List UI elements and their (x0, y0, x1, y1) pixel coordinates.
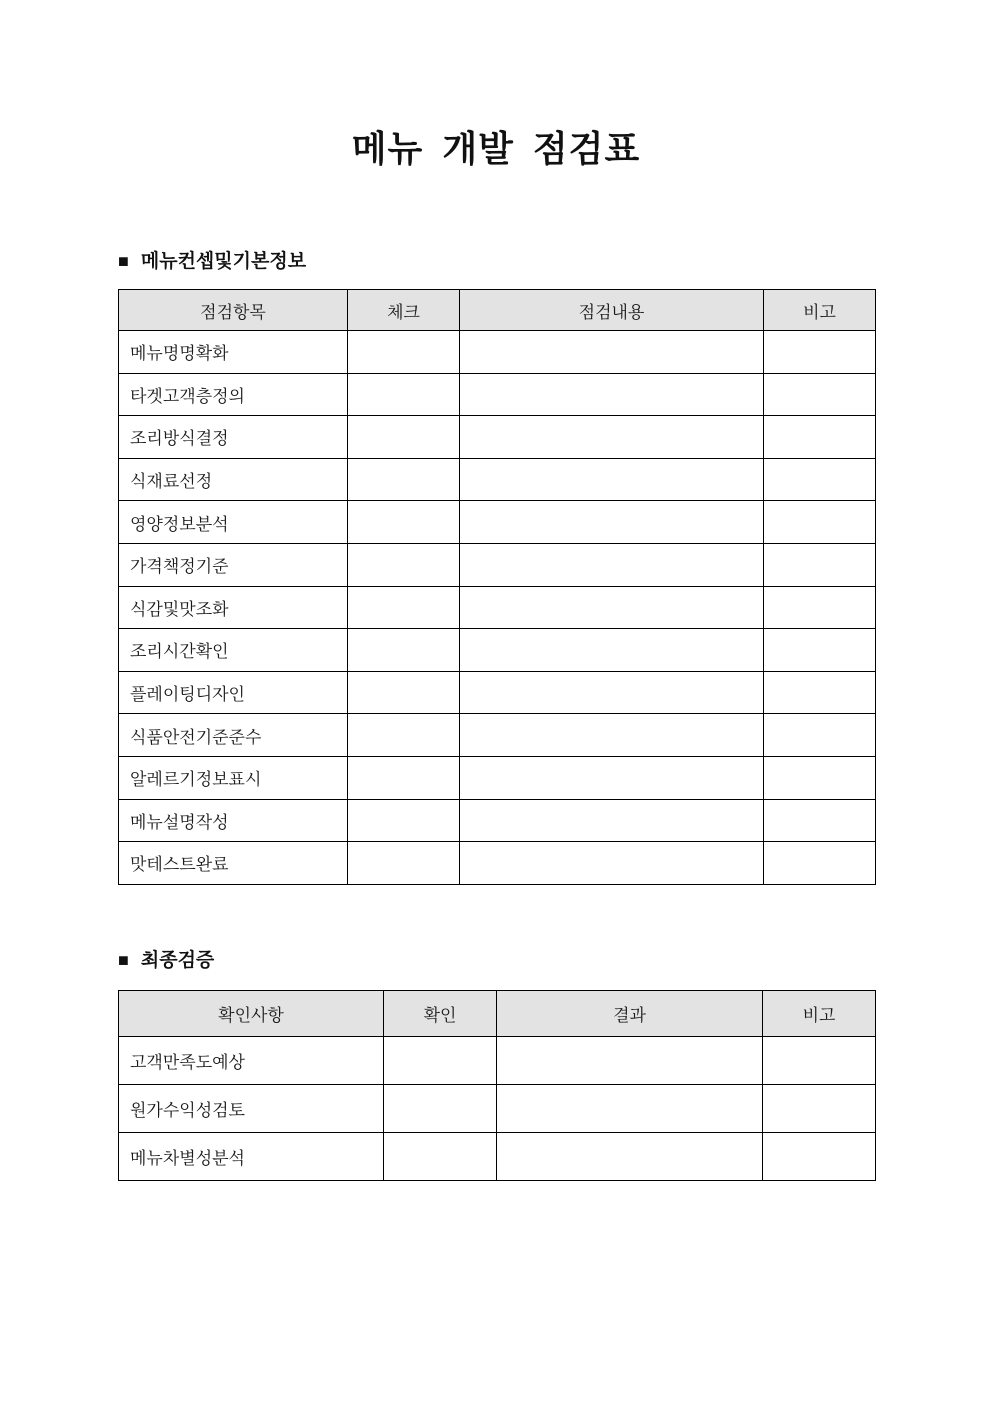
row-label-cell: 알레르기정보표시 (119, 756, 348, 799)
row-label-cell: 메뉴명명확화 (119, 331, 348, 374)
check-cell (384, 1085, 497, 1133)
check-cell (348, 331, 460, 374)
table-row (119, 416, 876, 459)
check-cell (384, 1037, 497, 1085)
remarks-cell (764, 373, 876, 416)
row-label-cell: 가격책정기준 (119, 543, 348, 586)
remarks-cell (764, 543, 876, 586)
table-row (119, 1037, 876, 1085)
content-cell (497, 1085, 763, 1133)
section-heading-text: 메뉴컨셉및기본정보 (140, 251, 307, 272)
remarks-cell (764, 501, 876, 544)
row-label-cell: 영양정보분석 (119, 501, 348, 544)
content-cell (460, 501, 764, 544)
content-cell (460, 543, 764, 586)
column-header: 결과 (497, 991, 763, 1037)
content-cell (460, 373, 764, 416)
remarks-cell (763, 1085, 876, 1133)
check-cell (348, 501, 460, 544)
table-row (119, 842, 876, 885)
table-row (119, 331, 876, 374)
remarks-cell (764, 586, 876, 629)
final-verification-table (118, 990, 876, 1181)
content-cell (460, 416, 764, 459)
column-header: 비고 (763, 991, 876, 1037)
section-heading-menu-concept (118, 252, 306, 271)
remarks-cell (763, 1037, 876, 1085)
table-row (119, 714, 876, 757)
column-header: 확인사항 (119, 991, 384, 1037)
table-row (119, 629, 876, 672)
section-bullet-icon: ■ (118, 949, 129, 970)
row-label-cell: 플레이팅디자인 (119, 671, 348, 714)
check-cell (348, 373, 460, 416)
content-cell (460, 842, 764, 885)
table-row (119, 373, 876, 416)
column-header: 점검내용 (460, 290, 764, 331)
check-cell (348, 543, 460, 586)
row-label-cell: 맛테스트완료 (119, 842, 348, 885)
row-label-cell: 메뉴차별성분석 (119, 1133, 384, 1181)
remarks-cell (764, 629, 876, 672)
table-row (119, 543, 876, 586)
table-row (119, 1085, 876, 1133)
remarks-cell (763, 1133, 876, 1181)
table-row (119, 1133, 876, 1181)
section-bullet-icon: ■ (118, 250, 129, 271)
remarks-cell (764, 842, 876, 885)
row-label-cell: 조리시간확인 (119, 629, 348, 672)
content-cell (460, 586, 764, 629)
row-label-cell: 식감및맛조화 (119, 586, 348, 629)
check-cell (348, 629, 460, 672)
content-cell (460, 331, 764, 374)
header-row (119, 991, 876, 1037)
header-row (119, 290, 876, 331)
table-row (119, 458, 876, 501)
remarks-cell (764, 331, 876, 374)
section-heading-final-verification (118, 951, 214, 970)
remarks-cell (764, 799, 876, 842)
check-cell (348, 416, 460, 459)
column-header: 비고 (764, 290, 876, 331)
check-cell (348, 671, 460, 714)
row-label-cell: 원가수익성검토 (119, 1085, 384, 1133)
check-cell (348, 458, 460, 501)
content-cell (460, 756, 764, 799)
row-label-cell: 식품안전기준준수 (119, 714, 348, 757)
row-label-cell: 조리방식결정 (119, 416, 348, 459)
menu-concept-table (118, 289, 876, 885)
content-cell (460, 714, 764, 757)
table-row (119, 799, 876, 842)
remarks-cell (764, 714, 876, 757)
check-cell (348, 842, 460, 885)
content-cell (460, 799, 764, 842)
check-cell (348, 756, 460, 799)
content-cell (497, 1133, 763, 1181)
remarks-cell (764, 458, 876, 501)
remarks-cell (764, 756, 876, 799)
section-heading-text: 최종검증 (140, 950, 215, 971)
check-cell (348, 714, 460, 757)
row-label-cell: 식재료선정 (119, 458, 348, 501)
check-cell (384, 1133, 497, 1181)
table-row (119, 671, 876, 714)
content-cell (460, 671, 764, 714)
column-header: 체크 (348, 290, 460, 331)
row-label-cell: 메뉴설명작성 (119, 799, 348, 842)
content-cell (497, 1037, 763, 1085)
document-title: 메뉴 개발 점검표 (351, 128, 641, 169)
check-cell (348, 586, 460, 629)
row-label-cell: 타겟고객층정의 (119, 373, 348, 416)
column-header: 점검항목 (119, 290, 348, 331)
table-row (119, 586, 876, 629)
content-cell (460, 458, 764, 501)
remarks-cell (764, 671, 876, 714)
table-row (119, 501, 876, 544)
table-row (119, 756, 876, 799)
check-cell (348, 799, 460, 842)
content-cell (460, 629, 764, 672)
row-label-cell: 고객만족도예상 (119, 1037, 384, 1085)
column-header: 확인 (384, 991, 497, 1037)
remarks-cell (764, 416, 876, 459)
